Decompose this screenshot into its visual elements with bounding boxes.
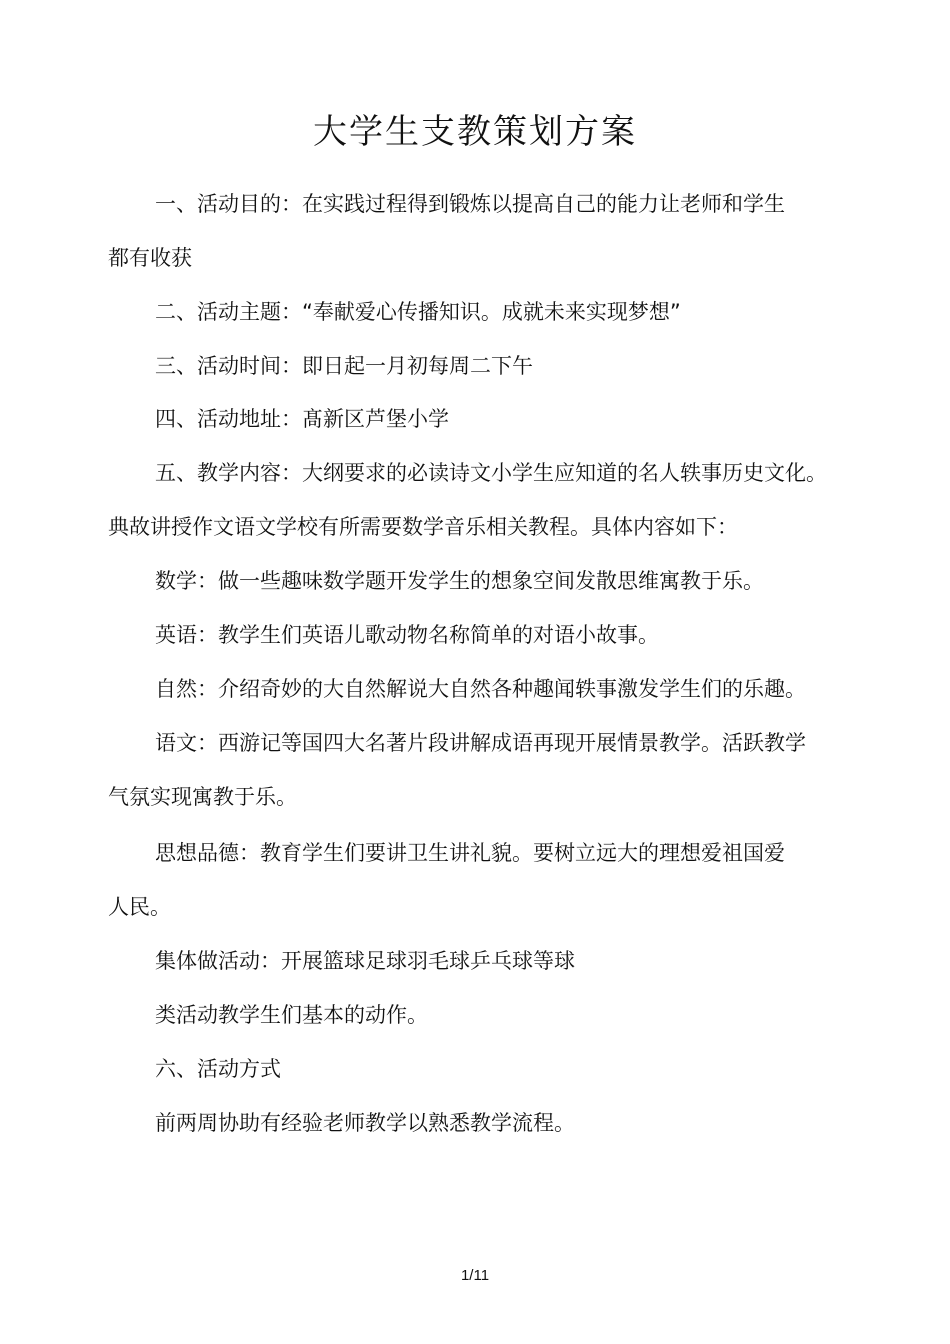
paragraph-nature: 自然：介绍奇妙的大自然解说大自然各种趣闻轶事激发学生们的乐趣。 [155,677,806,701]
paragraph-time: 三、活动时间：即日起一月初每周二下午 [155,354,533,378]
paragraph-group-activity-line-1: 集体做活动：开展篮球足球羽毛球乒乓球等球 [155,949,575,973]
paragraph-purpose-line-1: 一、活动目的：在实践过程得到锻炼以提高自己的能力让老师和学生 [155,192,785,216]
paragraph-content-line-2: 典故讲授作文语文学校有所需要数学音乐相关教程。具体内容如下： [108,515,738,539]
paragraph-morality-line-2: 人民。 [108,895,171,919]
paragraph-method: 前两周协助有经验老师教学以熟悉教学流程。 [155,1111,575,1135]
paragraph-chinese-line-2: 气氛实现寓教于乐。 [108,785,297,809]
paragraph-morality-line-1: 思想品德：教育学生们要讲卫生讲礼貌。要树立远大的理想爱祖国爱 [155,841,785,865]
paragraph-content-line-1: 五、教学内容：大纲要求的必读诗文小学生应知道的名人轶事历史文化。 [155,461,827,485]
paragraph-english: 英语：教学生们英语儿歌动物名称简单的对语小故事。 [155,623,659,647]
paragraph-math: 数学：做一些趣味数学题开发学生的想象空间发散思维寓教于乐。 [155,569,764,593]
document-title: 大学生支教策划方案 [313,112,637,152]
paragraph-location: 四、活动地址：髙新区芦堡小学 [155,407,449,431]
paragraph-chinese-line-1: 语文：西游记等国四大名著片段讲解成语再现开展情景教学。活跃教学 [155,731,806,755]
paragraph-method-heading: 六、活动方式 [155,1057,281,1081]
paragraph-theme: 二、活动主题：“奉献爱心传播知识。成就未来实现梦想” [155,300,681,324]
page-number: 1/11 [460,1267,490,1284]
paragraph-group-activity-line-2: 类活动教学生们基本的动作。 [155,1003,428,1027]
paragraph-purpose-line-2: 都有收获 [108,246,192,270]
